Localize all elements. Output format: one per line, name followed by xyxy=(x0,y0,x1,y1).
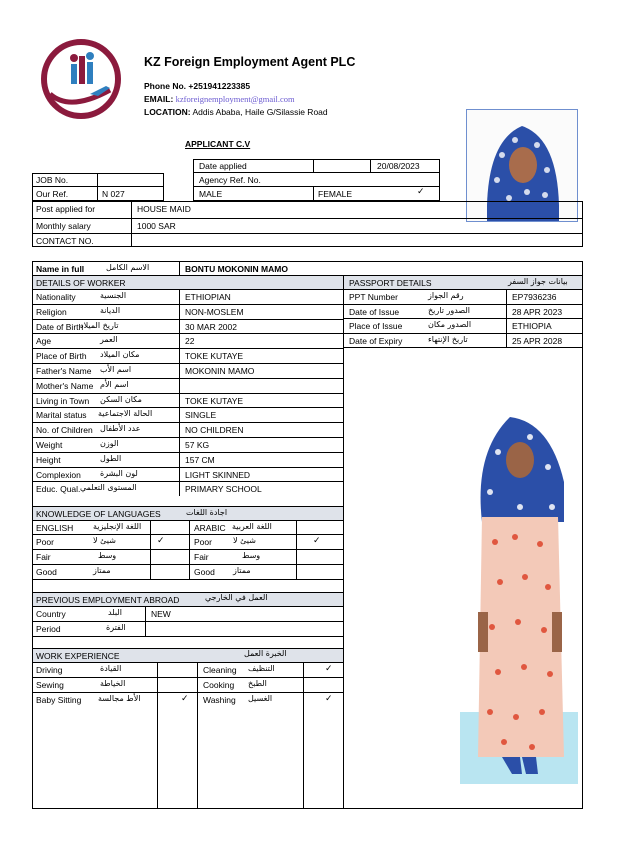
passport-label: Date of Expiry xyxy=(349,335,403,346)
salary-value: 1000 SAR xyxy=(137,221,176,231)
detail-label-ar: العمر xyxy=(100,335,118,345)
company-phone: Phone No. +251941223385 xyxy=(144,81,251,91)
languages-title: KNOWLEDGE OF LANGUAGES xyxy=(36,509,161,519)
post-label: Post applied for xyxy=(36,204,96,214)
passport-title-ar: بيانات جواز السفر xyxy=(508,277,568,286)
detail-label-ar: اسم الأم xyxy=(100,379,129,389)
row-divider xyxy=(32,348,343,349)
name-label-ar: الاسم الكامل xyxy=(106,263,150,272)
work-skill-label: Driving xyxy=(36,665,63,675)
email-link[interactable]: kzforeignemployment@gmail.com xyxy=(175,94,295,104)
passport-label-ar: الصدور مكان xyxy=(428,320,472,329)
work-skill-label: Cleaning xyxy=(203,665,237,675)
language-level-label: Good xyxy=(194,567,215,577)
arabic-check-icon: ✓ xyxy=(313,536,321,546)
work-skill-label-ar: القيادة xyxy=(100,664,122,673)
arabic-label-ar: اللغة العربية xyxy=(232,522,272,531)
detail-label-ar: الجنسية xyxy=(100,291,127,300)
detail-label: Place of Birth xyxy=(36,351,87,362)
previous-title: PREVIOUS EMPLOYMENT ABROAD xyxy=(36,595,180,605)
country-label-ar: البلد xyxy=(108,608,122,617)
language-level-label: Poor xyxy=(194,537,212,547)
detail-label: Age xyxy=(36,336,52,347)
row-divider xyxy=(32,333,343,334)
language-divider xyxy=(150,520,151,579)
detail-value: PRIMARY SCHOOL xyxy=(185,484,262,495)
detail-label-ar: المستوى التعلمي xyxy=(80,483,137,493)
contact-label: CONTACT NO. xyxy=(36,236,94,246)
name-label: Name in full xyxy=(36,264,85,274)
details-title: DETAILS OF WORKER xyxy=(36,278,126,288)
row-divider xyxy=(32,378,343,379)
detail-label: Date of Birth xyxy=(36,321,84,332)
work-skill-label-ar: الطبخ xyxy=(248,679,267,688)
detail-value: 22 xyxy=(185,336,195,347)
row-divider xyxy=(343,318,583,319)
company-logo xyxy=(40,38,122,120)
date-applied-value: 20/08/2023 xyxy=(377,161,420,171)
detail-value: ETHIOPIAN xyxy=(185,292,231,302)
detail-value: 57 KG xyxy=(185,440,210,450)
detail-label-ar: الطول xyxy=(100,453,122,463)
country-value: NEW xyxy=(151,609,171,619)
passport-label: PPT Number xyxy=(349,292,398,302)
detail-value: NO CHILDREN xyxy=(185,425,244,436)
detail-label: Nationality xyxy=(36,292,76,302)
detail-label-ar: اسم الأب xyxy=(100,365,132,374)
row-divider xyxy=(32,304,343,305)
post-salary-table xyxy=(32,201,583,247)
passport-label-ar: تاريخ الإنتهاء xyxy=(428,334,468,344)
passport-label-ar: رقم الجواز xyxy=(428,291,464,300)
detail-label: Educ. Qual. xyxy=(36,484,81,495)
detail-label-ar: الحالة الاجتماعية xyxy=(98,409,153,419)
agency-ref-label: Agency Ref. No. xyxy=(199,175,261,185)
work-skill-label: Baby Sitting xyxy=(36,695,82,705)
detail-label-ar: لون البشرة xyxy=(100,468,138,478)
detail-value: 157 CM xyxy=(185,454,215,465)
language-level-label: Poor xyxy=(36,537,54,547)
passport-value: 28 APR 2023 xyxy=(512,306,563,317)
company-email: EMAIL: kzforeignemployment@gmail.com xyxy=(144,94,295,104)
detail-label: Living in Town xyxy=(36,395,90,406)
detail-label: Religion xyxy=(36,306,67,317)
work-skill-label: Washing xyxy=(203,695,236,705)
country-label: Country xyxy=(36,609,66,619)
row-divider xyxy=(343,333,583,334)
detail-divider xyxy=(179,289,180,496)
detail-label: Mother's Name xyxy=(36,380,94,391)
language-level-label-ar: شيئ لا xyxy=(233,536,256,545)
row-divider xyxy=(32,437,343,438)
row-divider xyxy=(32,481,343,482)
detail-value: SINGLE xyxy=(185,410,217,421)
row-divider xyxy=(32,393,343,394)
full-body-photo xyxy=(460,412,578,784)
detail-label: Marital status xyxy=(36,410,87,421)
period-label: Period xyxy=(36,624,61,634)
row-divider xyxy=(32,452,343,453)
salary-label: Monthly salary xyxy=(36,221,91,231)
period-label-ar: الفترة xyxy=(106,623,126,632)
work-skill-label: Sewing xyxy=(36,680,64,690)
company-name: KZ Foreign Employment Agent PLC xyxy=(144,55,356,69)
language-level-label-ar: ممتاز xyxy=(93,566,111,575)
passport-label-ar: الصدور تاريخ xyxy=(428,305,470,315)
detail-value: 30 MAR 2002 xyxy=(185,321,237,332)
english-label: ENGLISH xyxy=(36,523,74,533)
detail-label-ar: الديانة xyxy=(100,305,121,315)
detail-label: Height xyxy=(36,454,61,465)
work-skill-label-ar: التنظيف xyxy=(248,664,275,673)
row-divider xyxy=(32,407,343,408)
date-applied-label: Date applied xyxy=(199,161,247,171)
passport-value: EP7936236 xyxy=(512,292,557,302)
row-divider xyxy=(32,319,343,320)
language-divider xyxy=(296,520,297,579)
languages-title-ar: اجادة اللغات xyxy=(186,508,228,517)
detail-label: No. of Children xyxy=(36,425,93,436)
male-label: MALE xyxy=(199,189,223,199)
company-location: LOCATION: Addis Ababa, Haile G/Silassie Road xyxy=(144,107,328,117)
detail-value: MOKONIN MAMO xyxy=(185,366,255,376)
detail-value: TOKE KUTAYE xyxy=(185,395,244,406)
detail-label: Weight xyxy=(36,440,63,450)
post-value: HOUSE MAID xyxy=(137,204,191,214)
detail-label-ar: مكان السكن xyxy=(100,394,142,404)
detail-value: LIGHT SKINNED xyxy=(185,469,251,480)
previous-title-ar: العمل في الخارجي xyxy=(205,593,268,602)
doc-title: APPLICANT C.V xyxy=(185,139,251,149)
work-check-icon: ✓ xyxy=(181,694,189,704)
language-level-label-ar: وسط xyxy=(98,551,117,560)
detail-label: Complexion xyxy=(36,469,81,480)
detail-value: NON-MOSLEM xyxy=(185,306,244,317)
work-check-icon: ✓ xyxy=(325,694,333,704)
language-level-label-ar: وسط xyxy=(242,551,261,560)
our-ref-value: N 027 xyxy=(102,189,125,199)
detail-label-ar: عدد الأطفال xyxy=(100,424,141,434)
work-skill-label-ar: الغسيل xyxy=(248,694,273,703)
row-divider xyxy=(32,363,343,364)
female-label: FEMALE xyxy=(318,189,353,199)
detail-label-ar: مكان الميلاد xyxy=(100,350,140,360)
work-skill-label-ar: الأط مجالسة xyxy=(98,694,141,703)
language-level-label: Fair xyxy=(194,552,209,562)
passport-value: ETHIOPIA xyxy=(512,321,552,331)
language-level-label: Fair xyxy=(36,552,51,562)
work-title-ar: الخبرة العمل xyxy=(244,649,287,658)
job-no-label: JOB No. xyxy=(36,175,69,185)
row-divider xyxy=(343,347,583,348)
detail-label-ar: تاريخ الميلاد xyxy=(80,320,119,330)
passport-label: Date of Issue xyxy=(349,306,400,317)
language-level-label-ar: ممتاز xyxy=(233,566,251,575)
english-check-icon: ✓ xyxy=(157,536,165,546)
work-title: WORK EXPERIENCE xyxy=(36,651,120,661)
language-level-label: Good xyxy=(36,567,57,577)
row-divider xyxy=(32,467,343,468)
language-level-label-ar: شيئ لا xyxy=(93,536,116,545)
passport-divider xyxy=(506,289,507,347)
row-divider xyxy=(343,304,583,305)
detail-value: TOKE KUTAYE xyxy=(185,351,244,362)
work-skill-label: Cooking xyxy=(203,680,235,690)
our-ref-label: Our Ref. xyxy=(36,189,69,199)
name-value: BONTU MOKONIN MAMO xyxy=(185,264,288,274)
female-check-icon: ✓ xyxy=(417,187,425,197)
work-skill-label-ar: الخياطة xyxy=(100,679,126,688)
detail-label-ar: الوزن xyxy=(100,439,119,448)
work-check-icon: ✓ xyxy=(325,664,333,674)
passport-title: PASSPORT DETAILS xyxy=(349,278,432,288)
english-label-ar: اللغة الإنجليزية xyxy=(93,522,142,531)
passport-label: Place of Issue xyxy=(349,321,403,331)
detail-label: Father's Name xyxy=(36,366,92,376)
row-divider xyxy=(32,422,343,423)
arabic-label: ARABIC xyxy=(194,523,226,533)
passport-value: 25 APR 2028 xyxy=(512,335,563,346)
